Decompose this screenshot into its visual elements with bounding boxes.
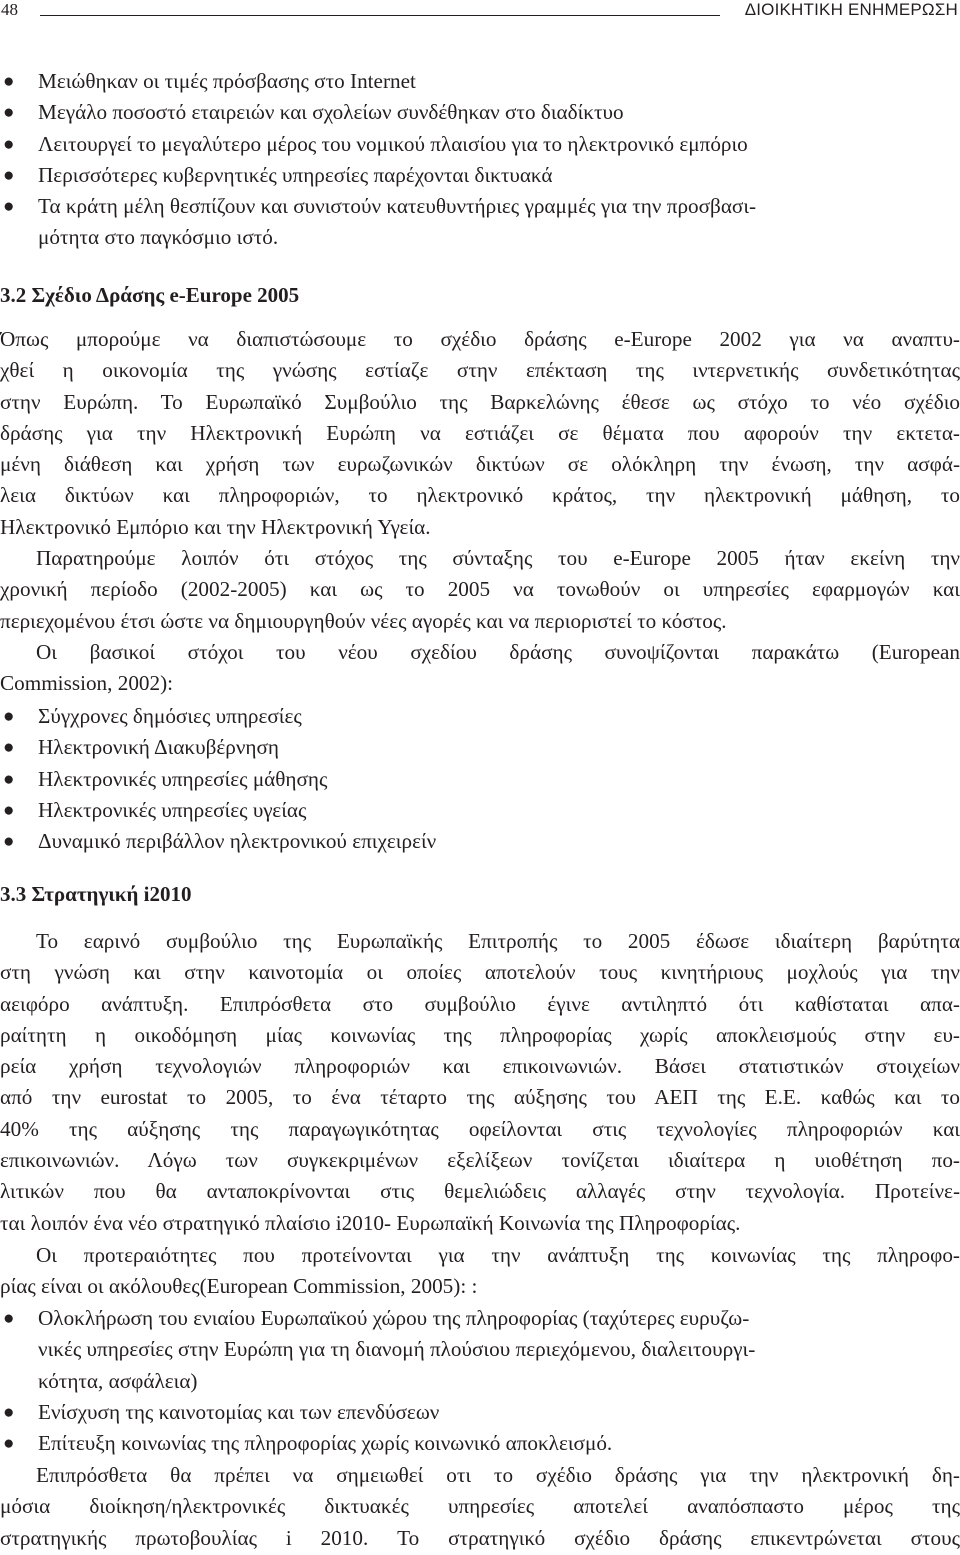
- bullet-icon: ●: [3, 1308, 15, 1329]
- list-item: ● Ολοκλήρωση του ενιαίου Ευρωπαϊκού χώρου της πληροφορίας (ταχύτερες ευρυζω-: [0, 1303, 960, 1334]
- header-rule: [40, 15, 720, 16]
- text-line: ται λοιπόν ένα νέο στρατηγικό πλαίσιο i2010- Ευρωπαϊκή Κοινωνία της Πληροφορίας.: [0, 1210, 741, 1235]
- list-item-continuation: κότητα, ασφάλεια): [38, 1368, 198, 1393]
- text-line: Ηλεκτρονικό Εμπόριο και την Ηλεκτρονική Υγεία.: [0, 514, 431, 539]
- section-heading-3-2: 3.2 Σχέδιο Δράσης e-Europe 2005: [0, 283, 300, 307]
- section-3-2-bullet-list: [0, 701, 960, 857]
- bullet-icon: ●: [3, 133, 15, 155]
- list-item: ● Περισσότερες κυβερνητικές υπηρεσίες παρέχονται δικτυακά: [0, 160, 960, 191]
- text-line: στρατηγικής πρωτοβουλίας i 2010. Το στρατηγικό σχέδιο δράσης επικεντρώνεται στους: [0, 1525, 960, 1550]
- bullet-icon: ●: [3, 799, 15, 821]
- text-line: περιεχομένου έτσι ώστε να δημιουργηθούν νέες αγορές και να περιοριστεί το κόστος.: [0, 608, 727, 633]
- list-item: ● Ηλεκτρονικές υπηρεσίες υγείας: [0, 795, 960, 826]
- running-header: [0, 0, 960, 26]
- text-line: δράσης για την Ηλεκτρονική Ευρώπη να εστιάζει σε θέματα που αφορούν την εκτετα-: [0, 420, 960, 445]
- list-item: ● Μεγάλο ποσοστό εταιρειών και σχολείων συνδέθηκαν στο διαδίκτυο: [0, 97, 960, 128]
- list-item: ● Δυναμικό περιβάλλον ηλεκτρονικού επιχειρείν: [0, 826, 960, 857]
- bullet-icon: ●: [3, 1401, 15, 1423]
- list-item-continuation: νικές υπηρεσίες στην Ευρώπη για τη διανομή πλούσιου περιεχόμενου, διαλειτουργι-: [38, 1337, 756, 1362]
- section-3-2-paragraph-3: [0, 637, 960, 700]
- list-item: ● Ηλεκτρονικές υπηρεσίες μάθησης: [0, 764, 960, 795]
- list-item: ● Σύγχρονες δημόσιες υπηρεσίες: [0, 701, 960, 732]
- list-item: ● Ενίσχυση της καινοτομίας και των επενδύσεων: [0, 1397, 960, 1428]
- text-line: ρίας είναι οι ακόλουθες(European Commission, 2005): :: [0, 1274, 478, 1299]
- text-line: χρονική περίοδο (2002-2005) και ως το 2005 να τονωθούν οι υπηρεσίες εφαρμογών και: [0, 577, 960, 602]
- bullet-icon: ●: [3, 71, 15, 92]
- text-line: ρεία χρήση τεχνολογιών πληροφοριών και επικοινωνιών. Βάσει στατιστικών στοιχείων: [0, 1054, 960, 1079]
- top-bullet-list: [0, 66, 960, 254]
- text-line: λεια δικτύων και πληροφοριών, το ηλεκτρονικό κράτος, την ηλεκτρονική μάθηση, το: [0, 483, 960, 508]
- list-item: ● Τα κράτη μέλη θεσπίζουν και συνιστούν κατευθυντήριες γραμμές για την προσβασι-: [0, 191, 960, 222]
- text-line: Οι προτεραιότητες που προτείνονται για την ανάπτυξη της κοινωνίας της πληροφο-: [36, 1243, 960, 1267]
- section-3-3-bullet-list: [0, 1303, 960, 1459]
- text-line: αειφόρο ανάπτυξη. Επιπρόσθετα στο συμβούλιο έγινε αντιληπτό ότι καθίσταται απα-: [0, 991, 960, 1016]
- section-3-3-paragraph-1: [0, 926, 960, 1239]
- section-3-2-paragraph-1: [0, 324, 960, 543]
- text-line: χθεί η οικονομία της γνώσης εστίαζε στην επέκταση της ιντερνετικής συνδετικότητας: [0, 358, 960, 383]
- text-line: Παρατηρούμε λοιπόν ότι στόχος της σύνταξης του e-Europe 2005 ήταν εκείνη την: [36, 546, 960, 570]
- bullet-icon: ●: [3, 831, 15, 853]
- bullet-icon: ●: [3, 102, 15, 124]
- text-line: επικοινωνιών. Λόγω των συγκεκριμένων εξελίξεων τονίζεται ιδιαίτερα η υιοθέτηση πο-: [0, 1148, 960, 1173]
- text-line: μένη διάθεση και χρήση των ευρωζωνικών δικτύων σε ολόκληρη την ένωση, την ασφά-: [0, 452, 960, 477]
- text-line: Επιπρόσθετα θα πρέπει να σημειωθεί οτι το σχέδιο δράσης για την ηλεκτρονική δη-: [36, 1463, 960, 1487]
- text-line: μόσια διοίκηση/ηλεκτρονικές δικτυακές υπηρεσίες αποτελεί αναπόσπαστο μέρος της: [0, 1494, 960, 1519]
- bullet-icon: ●: [3, 164, 15, 186]
- text-line: ραίτητη η οικοδόμηση μίας κοινωνίας της πληροφορίας χωρίς αποκλεισμούς στην ευ-: [0, 1022, 960, 1047]
- journal-name: ΔΙΟΙΚΗΤΙΚΗ ΕΝΗΜΕΡΩΣΗ: [744, 0, 958, 19]
- list-item-continuation: μότητα στο παγκόσμιο ιστό.: [38, 225, 279, 250]
- list-item: ● Λειτουργεί το μεγαλύτερο μέρος του νομικού πλαισίου για το ηλεκτρονικό εμπόριο: [0, 129, 960, 160]
- section-3-3-paragraph-3: [0, 1460, 960, 1554]
- text-line: Commission, 2002):: [0, 671, 174, 696]
- list-item: ● Μειώθηκαν οι τιμές πρόσβασης στο Internet: [0, 66, 960, 97]
- section-heading-3-3: 3.3 Στρατηγική i2010: [0, 882, 192, 906]
- text-line: στη γνώση και στην καινοτομία οι οποίες αποτελούν τους κινητήριους μοχλούς για την: [0, 960, 960, 985]
- page-number: 48: [1, 0, 18, 19]
- list-item: ● Ηλεκτρονική Διακυβέρνηση: [0, 732, 960, 763]
- text-line: Όπως μπορούμε να διαπιστώσουμε το σχέδιο δράσης e-Europe 2002 για να αναπτυ-: [0, 327, 960, 351]
- bullet-icon: ●: [3, 196, 15, 218]
- text-line: Οι βασικοί στόχοι του νέου σχεδίου δράσης συνοψίζονται παρακάτω (European: [36, 640, 960, 664]
- text-line: στην Ευρώπη. Το Ευρωπαϊκό Συμβούλιο της Βαρκελώνης έθεσε ως στόχο το νέο σχέδιο: [0, 389, 960, 414]
- bullet-icon: ●: [3, 768, 15, 790]
- section-3-2-paragraph-2: [0, 543, 960, 637]
- bullet-icon: ●: [3, 1433, 15, 1455]
- list-item: ● Επίτευξη κοινωνίας της πληροφορίας χωρίς κοινωνικό αποκλεισμό.: [0, 1428, 960, 1459]
- text-line: Το εαρινό συμβούλιο της Ευρωπαϊκής Επιτροπής το 2005 έδωσε ιδιαίτερη βαρύτητα: [36, 929, 960, 953]
- bullet-icon: ●: [3, 737, 15, 759]
- text-line: 40% της αύξησης της παραγωγικότητας οφείλονται στις τεχνολογίες πληροφοριών και: [0, 1116, 960, 1141]
- text-line: από την eurostat το 2005, το ένα τέταρτο της αύξησης του ΑΕΠ της Ε.Ε. καθώς και το: [0, 1085, 960, 1110]
- section-3-3-paragraph-2: [0, 1240, 960, 1303]
- bullet-icon: ●: [3, 706, 15, 727]
- text-line: λιτικών που θα ανταποκρίνονται στις θεμελιώδεις αλλαγές στην τεχνολογία. Προτείνε-: [0, 1179, 960, 1204]
